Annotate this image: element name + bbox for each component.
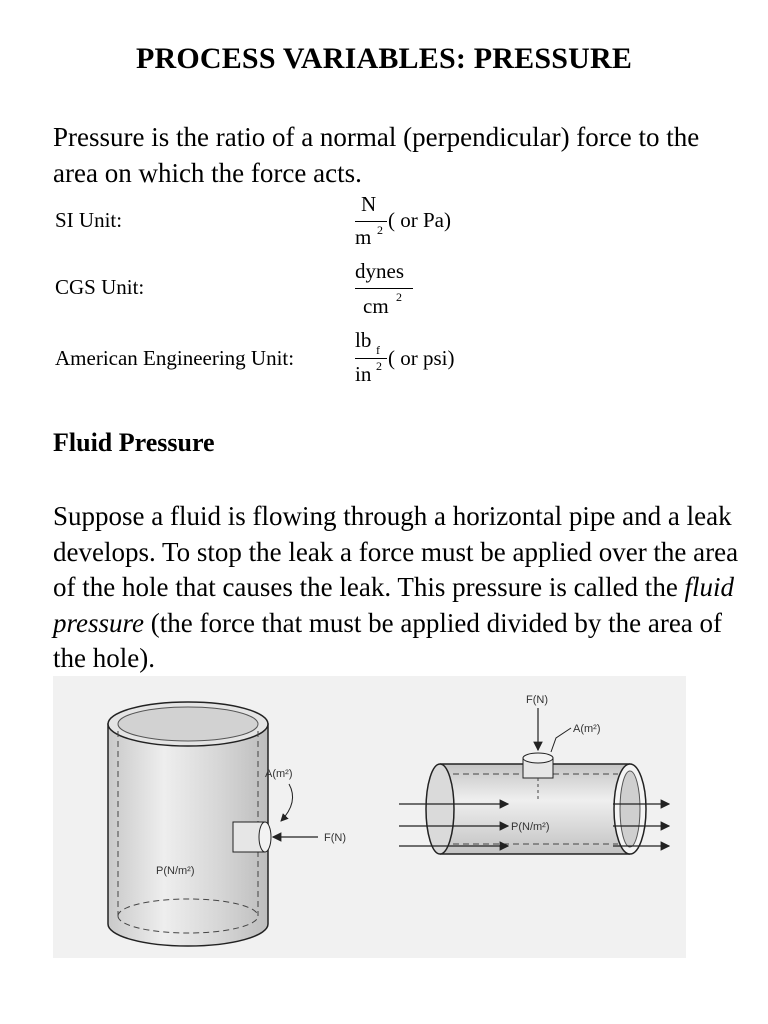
fraction-bar <box>355 358 387 359</box>
pipe-diagram-svg <box>53 676 686 958</box>
paragraph-text-end: (the force that must be applied divided by the area of the hole). <box>53 607 723 673</box>
si-unit-alt: ( or Pa) <box>388 208 451 232</box>
si-unit-exponent: 2 <box>377 223 383 237</box>
fluid-pressure-heading: Fluid Pressure <box>53 428 215 457</box>
intro-paragraph: Pressure is the ratio of a normal (perpendicular) force to the area on which the force acts. <box>53 122 700 188</box>
paragraph-text: Suppose a fluid is flowing through a horizontal pipe and a leak develops. To stop the leak a force must be applied over the area of the hole that causes the leak. This pressure is called the <box>53 501 739 602</box>
ae-unit-numerator: lb <box>355 328 372 352</box>
si-unit-denominator: m <box>355 225 372 249</box>
right-force-label: F(N) <box>526 694 548 706</box>
paragraph-italic-term: fluid pressure <box>53 572 735 638</box>
left-force-label: F(N) <box>324 832 346 844</box>
vertical-tank <box>108 702 346 946</box>
ae-unit-denominator: in <box>355 362 372 386</box>
ae-unit-alt: ( or psi) <box>388 346 455 370</box>
cgs-unit-exponent: 2 <box>396 290 402 304</box>
right-pressure-label: P(N/m²) <box>511 821 550 833</box>
left-pressure-label: P(N/m²) <box>156 865 195 877</box>
fluid-pressure-paragraph <box>53 499 753 677</box>
cgs-unit-numerator: dynes <box>355 259 404 283</box>
si-unit-label: SI Unit: <box>55 208 123 232</box>
left-area-label: A(m²) <box>265 768 293 780</box>
si-unit-numerator: N <box>361 192 377 216</box>
page-title: PROCESS VARIABLES: PRESSURE <box>135 42 633 75</box>
ae-unit-subscript: f <box>376 343 380 357</box>
fraction-bar <box>355 288 413 289</box>
horizontal-pipe <box>399 694 669 854</box>
pipe-diagram <box>53 676 686 958</box>
cgs-unit-label: CGS Unit: <box>55 275 145 299</box>
ae-unit-label: American Engineering Unit: <box>55 346 295 370</box>
ae-unit-exponent: 2 <box>376 359 382 373</box>
cgs-unit-denominator: cm <box>363 294 389 318</box>
fraction-bar <box>355 221 387 222</box>
right-area-label: A(m²) <box>573 723 601 735</box>
